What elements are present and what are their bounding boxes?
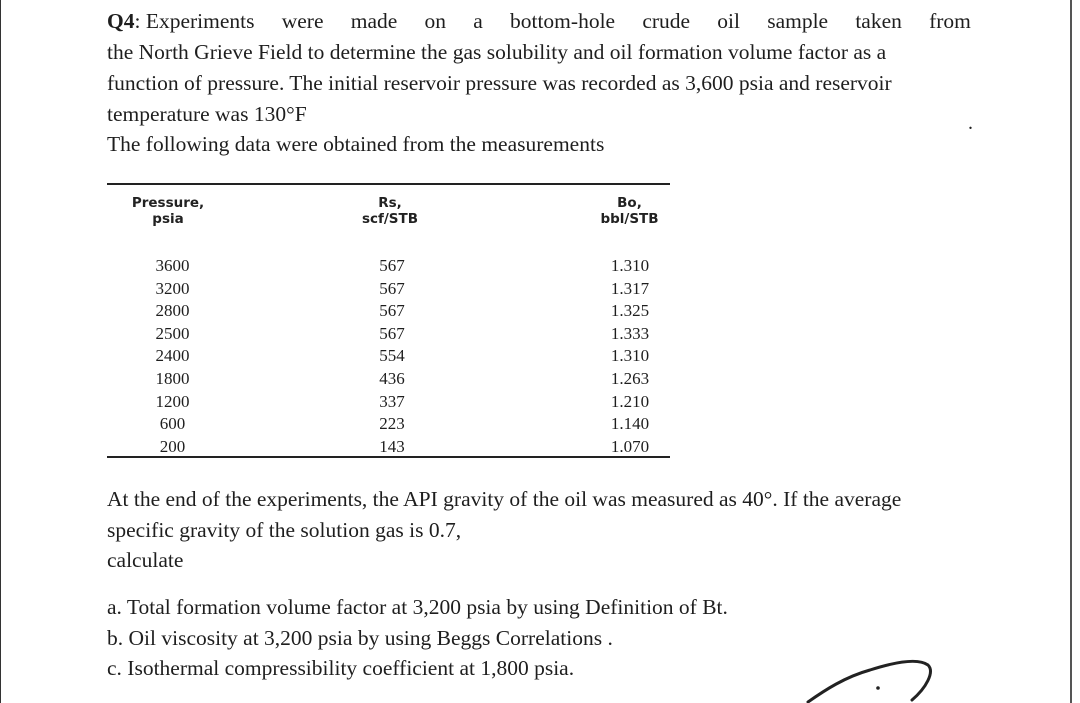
header-pressure-line-1: Pressure, bbox=[131, 195, 205, 211]
cell-pressure: 1800 bbox=[155, 368, 190, 388]
header-pressure-unit: psia bbox=[152, 211, 184, 227]
cell-bo: 1.310 bbox=[610, 256, 650, 275]
intro-word: on bbox=[424, 9, 446, 33]
intro-line-2: the North Grieve Field to determine the gas solubility and oil formation volume factor as a bbox=[107, 40, 887, 64]
intro-line-3: function of pressure. The initial reservoir pressure was recorded as 3,600 psia and reservoir bbox=[107, 71, 892, 95]
intro-word: taken bbox=[855, 9, 902, 33]
header-bo-line-1: Bo, bbox=[617, 195, 642, 211]
table-row bbox=[107, 392, 670, 415]
question-item-b: b. Oil viscosity at 3,200 psia by using Beggs Correlations . bbox=[107, 625, 613, 650]
cell-bo: 1.310 bbox=[610, 346, 650, 366]
table-row bbox=[107, 346, 670, 369]
cell-pressure: 200 bbox=[159, 436, 186, 456]
table-row bbox=[107, 324, 670, 347]
intro-word: from bbox=[929, 9, 971, 33]
cell-rs: 143 bbox=[379, 436, 405, 456]
table-row bbox=[107, 414, 670, 437]
table-row bbox=[107, 369, 670, 392]
cell-rs: 554 bbox=[379, 346, 405, 366]
cell-pressure: 3200 bbox=[155, 278, 190, 298]
header-bo-unit: bbl/STB bbox=[600, 211, 659, 227]
cell-pressure: 2500 bbox=[155, 323, 190, 343]
header-rs bbox=[350, 195, 430, 227]
intro-word: bottom-hole bbox=[509, 9, 616, 33]
header-pressure bbox=[123, 195, 213, 227]
table-lead-text: The following data were obtained from the measurements bbox=[107, 132, 605, 156]
intro-word: oil bbox=[717, 9, 740, 33]
cell-bo: 1.070 bbox=[610, 436, 650, 456]
table-row bbox=[107, 279, 670, 302]
cell-pressure: 3600 bbox=[155, 256, 190, 275]
cell-rs: 436 bbox=[379, 368, 405, 388]
intro-word: a bbox=[473, 9, 483, 33]
header-rs-unit: scf/STB bbox=[361, 211, 419, 227]
conditions-paragraph bbox=[107, 484, 977, 576]
table-bottom-rule bbox=[107, 456, 670, 458]
question-intro bbox=[107, 6, 971, 130]
stray-dot: . bbox=[968, 112, 973, 134]
cell-rs: 567 bbox=[379, 323, 405, 343]
intro-word: were bbox=[281, 9, 324, 33]
cell-rs: 567 bbox=[379, 256, 405, 275]
question-item-a: a. Total formation volume factor at 3,200 psia by using Definition of Bt. bbox=[107, 595, 728, 619]
cell-rs: 223 bbox=[379, 414, 405, 434]
cell-bo: 1.325 bbox=[610, 301, 650, 321]
intro-word: : Experiments bbox=[134, 9, 255, 33]
header-rs-line-1: Rs, bbox=[378, 195, 402, 211]
cell-bo: 1.317 bbox=[610, 278, 650, 298]
cell-bo: 1.210 bbox=[610, 391, 650, 411]
table-body bbox=[107, 256, 670, 459]
question-list bbox=[107, 592, 728, 684]
cell-pressure: 1200 bbox=[155, 391, 190, 411]
intro-word: crude bbox=[642, 9, 691, 33]
paragraph-line-1: At the end of the experiments, the API gravity of the oil was measured as 40°. If the average bbox=[107, 487, 902, 511]
cell-rs: 337 bbox=[379, 391, 405, 411]
table-top-rule bbox=[107, 183, 670, 185]
paragraph-line-2: specific gravity of the solution gas is 0.7, bbox=[107, 517, 462, 542]
cell-bo: 1.263 bbox=[610, 368, 650, 388]
cell-pressure: 600 bbox=[159, 414, 186, 434]
cell-bo: 1.140 bbox=[610, 414, 650, 434]
pen-scribble bbox=[800, 650, 980, 703]
table-row bbox=[107, 256, 670, 279]
cell-bo: 1.333 bbox=[610, 323, 650, 343]
table-row bbox=[107, 301, 670, 324]
paragraph-line-3: calculate bbox=[107, 548, 184, 572]
intro-word: made bbox=[350, 9, 398, 33]
header-bo bbox=[587, 195, 672, 227]
cell-rs: 567 bbox=[379, 278, 405, 298]
question-item-c: c. Isothermal compressibility coefficient at 1,800 psia. bbox=[107, 656, 575, 680]
cell-pressure: 2800 bbox=[155, 301, 190, 321]
intro-word: sample bbox=[767, 9, 829, 33]
question-label: Q4 bbox=[107, 9, 135, 33]
cell-rs: 567 bbox=[379, 301, 405, 321]
cell-pressure: 2400 bbox=[155, 346, 190, 366]
intro-line-4: temperature was 130°F bbox=[107, 102, 307, 126]
intro-line-1 bbox=[107, 6, 971, 37]
